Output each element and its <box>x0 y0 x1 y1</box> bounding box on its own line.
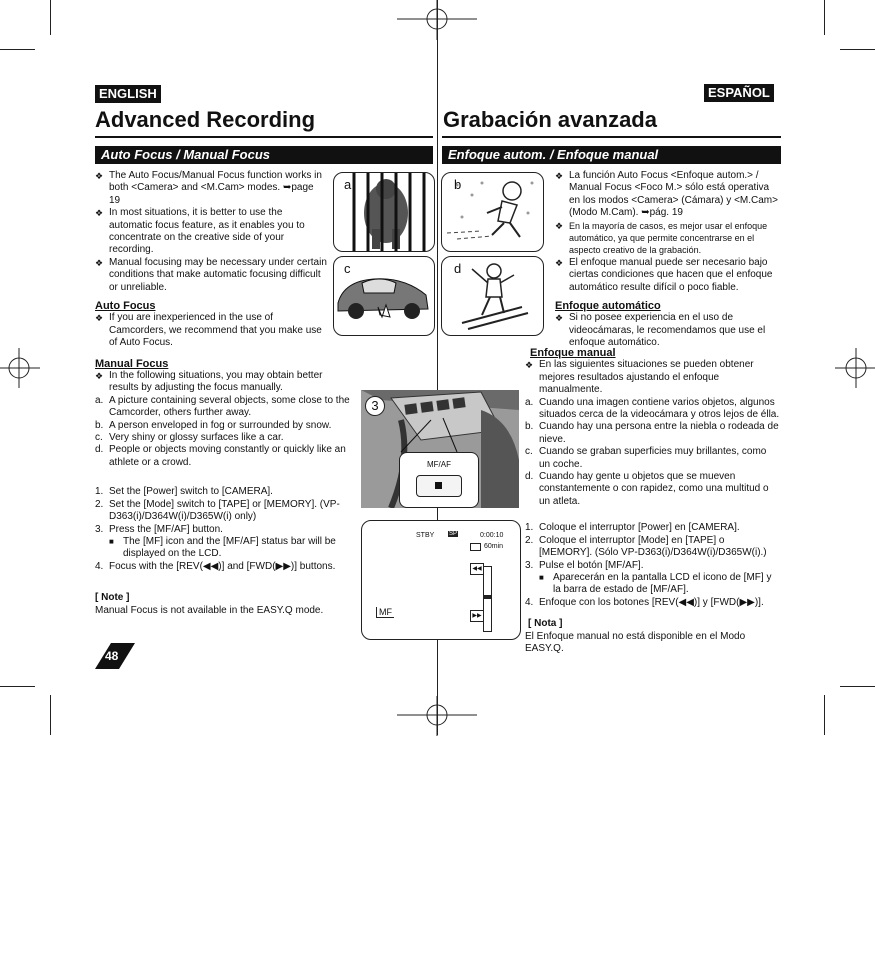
title-rule-spanish <box>442 136 781 138</box>
note-label: [ Nota ] <box>528 618 563 630</box>
manual-focus-heading: Enfoque manual <box>530 347 616 359</box>
page-title-spanish: Grabación avanzada <box>443 107 657 132</box>
english-focus-section <box>95 300 350 617</box>
fwd-button-icon[interactable]: ▶▶ <box>470 610 484 622</box>
illustration-c-shiny-car <box>333 256 435 336</box>
title-rule-english <box>95 136 433 138</box>
mf-af-status-bar <box>483 566 492 632</box>
crop-mark <box>0 49 35 50</box>
language-badge-spanish: ESPAÑOL <box>704 84 774 102</box>
step-item: 1. Set the [Power] switch to [CAMERA]. <box>95 486 273 498</box>
situation-item: c. Cuando se graban superficies muy brillantes, como un coche. <box>525 446 767 470</box>
step-item: 3. Pulse el botón [MF/AF]. <box>525 559 644 571</box>
step-item: 4. Focus with the [REV(◀◀)] and [FWD(▶▶)] buttons. <box>95 560 336 572</box>
step-item: 3. Press the [MF/AF] button. <box>95 523 223 535</box>
manual-focus-heading: Manual Focus <box>95 357 169 370</box>
registration-mark <box>0 348 40 388</box>
note-label: [ Note ] <box>95 592 130 604</box>
situation-item: b. A person enveloped in fog or surrounded by snow. <box>95 419 332 431</box>
step-3-sub-item: ■ Aparecerán en la pantalla LCD el icono de [MF] y la barra de estado de [MF/AF]. <box>525 572 780 597</box>
registration-mark <box>397 696 477 736</box>
illustration-d-skier <box>441 256 544 336</box>
registration-mark <box>835 348 875 388</box>
mf-af-button-icon <box>435 482 442 489</box>
english-column <box>95 170 327 294</box>
page-title-english: Advanced Recording <box>95 107 316 132</box>
figure-label-c: c <box>344 261 351 276</box>
illustration-b-person-in-snow <box>441 172 544 252</box>
intro-item: ❖ Manual focusing may be necessary under certain conditions that make automatic focusing difficult or unreliable. <box>95 257 327 294</box>
step-number-badge: 3 <box>365 396 385 416</box>
lcd-display-illustration <box>361 520 521 640</box>
mf-icon: MF <box>376 607 394 618</box>
page-number: 48 <box>105 649 119 663</box>
rev-button-icon[interactable]: ◀◀ <box>470 563 484 575</box>
figure-label-b: b <box>454 177 462 192</box>
figure-label-a: a <box>344 177 352 192</box>
lcd-status-text: STBY <box>416 532 435 539</box>
situation-item: b. Cuando hay una persona entre la niebla o rodeada de nieve. <box>525 421 779 445</box>
crop-mark <box>840 49 875 50</box>
step-item: 2. Coloque el interruptor [Mode] en [TAPE] o [MEMORY]. (Sólo VP-D363(i)/D364W(i)/D365W(i).) <box>525 534 767 559</box>
mf-af-label: MF/AF <box>427 460 451 469</box>
intro-item: ❖ En la mayoría de casos, es mejor usar el enfoque automático, ya que permite concentrarse en el aspecto creativo de la grabación. <box>555 220 780 257</box>
crop-mark <box>824 0 825 35</box>
note-text: El Enfoque manual no está disponible en el Modo EASY.Q. <box>525 630 746 654</box>
situation-item: d. Cuando hay gente u objetos que se mueven constantemente o con rapidez, como una multitud o un atleta. <box>525 471 769 507</box>
lcd-sp-badge: SP <box>449 531 458 537</box>
auto-focus-text: ❖ If you are inexperienced in the use of Camcorders, we recommend that you make use of Auto Focus. <box>95 312 324 349</box>
tape-icon <box>470 543 481 551</box>
mf-af-callout <box>399 452 479 508</box>
section-bar-spanish: Enfoque autom. / Enfoque manual <box>442 146 781 164</box>
manual-focus-intro: ❖ In the following situations, you may obtain better results by adjusting the focus manually. <box>95 370 344 395</box>
manual-focus-intro: ❖ En las siguientes situaciones se pueden obtener mejores resultados ajustando el enfoque manualmente. <box>525 359 780 396</box>
situation-item: d. People or objects moving constantly or quickly like an athlete or a crowd. <box>95 444 346 468</box>
crop-mark <box>0 686 35 687</box>
crop-mark <box>50 0 51 35</box>
crop-mark <box>840 686 875 687</box>
intro-item: ❖ The Auto Focus/Manual Focus function works in both <Camera> and <M.Cam> modes. ➥page 19 <box>95 170 327 207</box>
illustration-a-gorilla-cage <box>333 172 435 252</box>
camcorder-button-illustration <box>361 390 519 508</box>
mf-af-button[interactable] <box>416 475 462 497</box>
situation-item: a. A picture containing several objects, some close to the Camcorder, others further away. <box>95 394 350 419</box>
section-bar-english: Auto Focus / Manual Focus <box>95 146 433 164</box>
crop-mark <box>824 695 825 735</box>
lcd-remaining-time: 60min <box>484 543 504 550</box>
language-badge-english: ENGLISH <box>95 85 161 103</box>
step-item: 1. Coloque el interruptor [Power] en [CAMERA]. <box>525 522 740 534</box>
step-3-sub-item: ■ The [MF] icon and the [MF/AF] status bar will be displayed on the LCD. <box>95 536 350 561</box>
situation-item: c. Very shiny or glossy surfaces like a car. <box>95 432 284 444</box>
auto-focus-text: ❖ Si no posee experiencia en el uso de videocámaras, le recomendamos que use el enfoque automático. <box>555 312 780 349</box>
intro-item: ❖ In most situations, it is better to use the automatic focus feature, as it enables you to concentrate on the creative side of your recording. <box>95 207 327 257</box>
lcd-time-counter: 0:00:10 <box>480 532 504 539</box>
registration-mark <box>397 0 477 40</box>
step-item: 4. Enfoque con los botones [REV(◀◀)] y [FWD(▶▶)]. <box>525 596 764 608</box>
spanish-column <box>555 170 780 350</box>
focus-slider-indicator <box>483 595 492 599</box>
intro-item: ❖ La función Auto Focus <Enfoque autom.> / Manual Focus <Foco M.> sólo está operativa en los modos <Camera> (Cámara) y <M.Cam> (Modo M.Cam). ➥pág. 19 <box>555 170 780 220</box>
crop-mark <box>50 695 51 735</box>
spanish-focus-section <box>525 347 780 655</box>
auto-focus-heading: Auto Focus <box>95 300 156 312</box>
auto-focus-heading: Enfoque automático <box>555 300 661 313</box>
situation-item: a. Cuando una imagen contiene varios objetos, algunos situados cerca de la videocámara y otros lejos de élla. <box>525 396 780 421</box>
note-text: Manual Focus is not available in the EASY.Q mode. <box>95 604 324 616</box>
intro-item: ❖ El enfoque manual puede ser necesario bajo ciertas condiciones que hacen que el enfoque automático resulte difícil o poco fiable. <box>555 257 780 294</box>
figure-label-d: d <box>454 261 462 276</box>
step-item: 2. Set the [Mode] switch to [TAPE] or [MEMORY]. (VP-D363(i)/D364W(i)/D365W(i) only) <box>95 498 340 523</box>
